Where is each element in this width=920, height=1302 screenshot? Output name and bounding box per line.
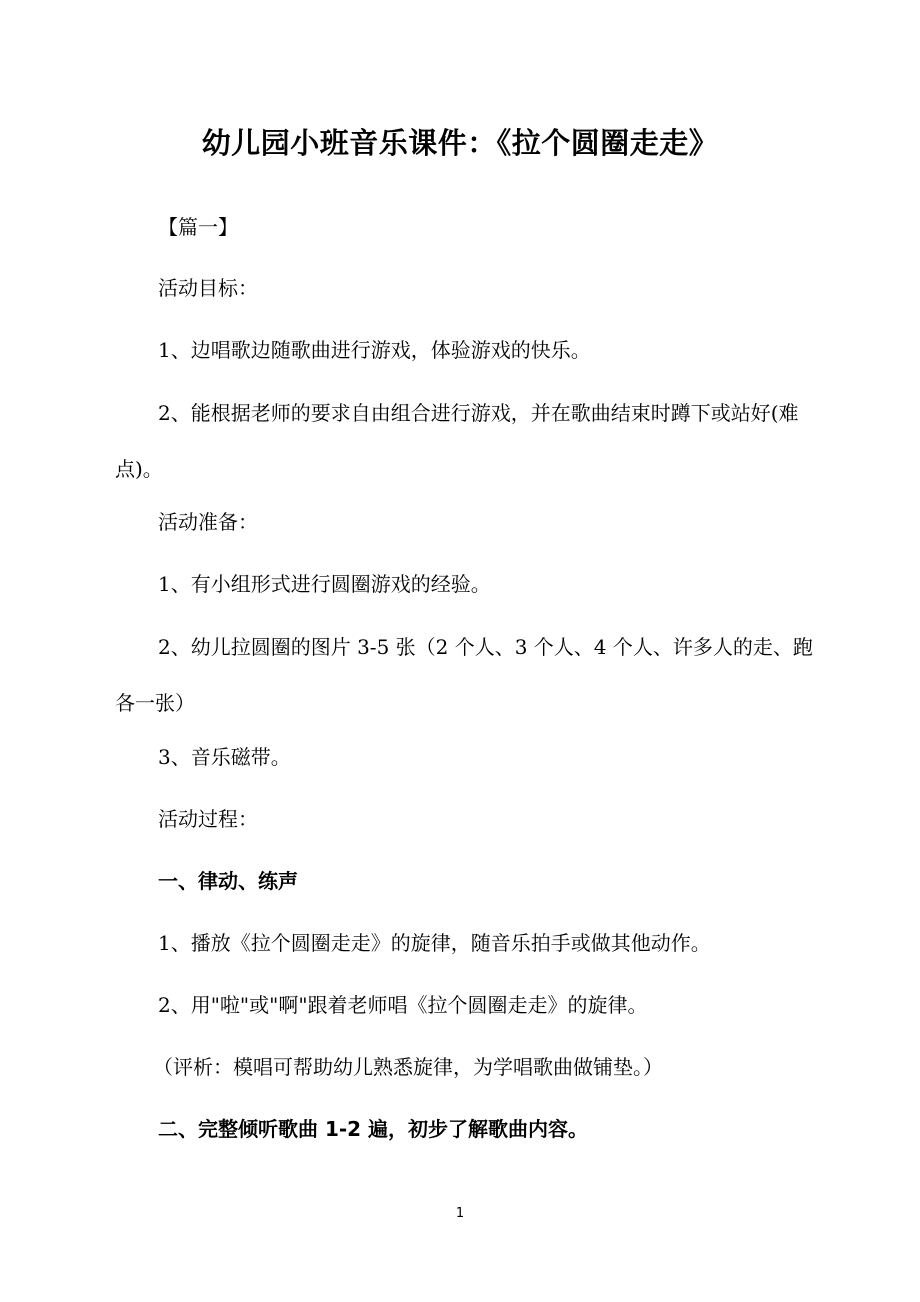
step-1-heading: 一、律动、练声 bbox=[158, 869, 298, 893]
prep-item-1: 1、有小组形式进行圆圈游戏的经验。 bbox=[158, 572, 491, 596]
process-heading: 活动过程： bbox=[158, 807, 258, 831]
step-1-comment: （评析：模唱可帮助幼儿熟悉旋律，为学唱歌曲做铺垫。） bbox=[153, 1055, 663, 1079]
step-1-item-2: 2、用"啦"或"啊"跟着老师唱《拉个圆圈走走》的旋律。 bbox=[158, 993, 648, 1017]
prep-heading: 活动准备： bbox=[158, 510, 258, 534]
prep-item-3: 3、音乐磁带。 bbox=[158, 745, 291, 769]
document-title: 幼儿园小班音乐课件：《拉个圆圈走走》 bbox=[201, 126, 719, 160]
goals-heading: 活动目标： bbox=[158, 276, 258, 300]
goal-item-2: 2、能根据老师的要求自由组合进行游戏，并在歌曲结束时蹲下或站好(难点)。 bbox=[115, 401, 799, 481]
section-label: 【篇一】 bbox=[158, 215, 238, 239]
step-2-heading: 二、完整倾听歌曲 1-2 遍，初步了解歌曲内容。 bbox=[158, 1117, 589, 1141]
step-1-item-1: 1、播放《拉个圆圈走走》的旋律，随音乐拍手或做其他动作。 bbox=[158, 931, 711, 955]
goal-item-1: 1、边唱歌边随歌曲进行游戏，体验游戏的快乐。 bbox=[158, 338, 591, 362]
page-number: 1 bbox=[455, 1206, 465, 1221]
prep-item-2: 2、幼儿拉圆圈的图片 3-5 张（2 个人、3 个人、4 个人、许多人的走、跑各一张） bbox=[115, 635, 813, 715]
